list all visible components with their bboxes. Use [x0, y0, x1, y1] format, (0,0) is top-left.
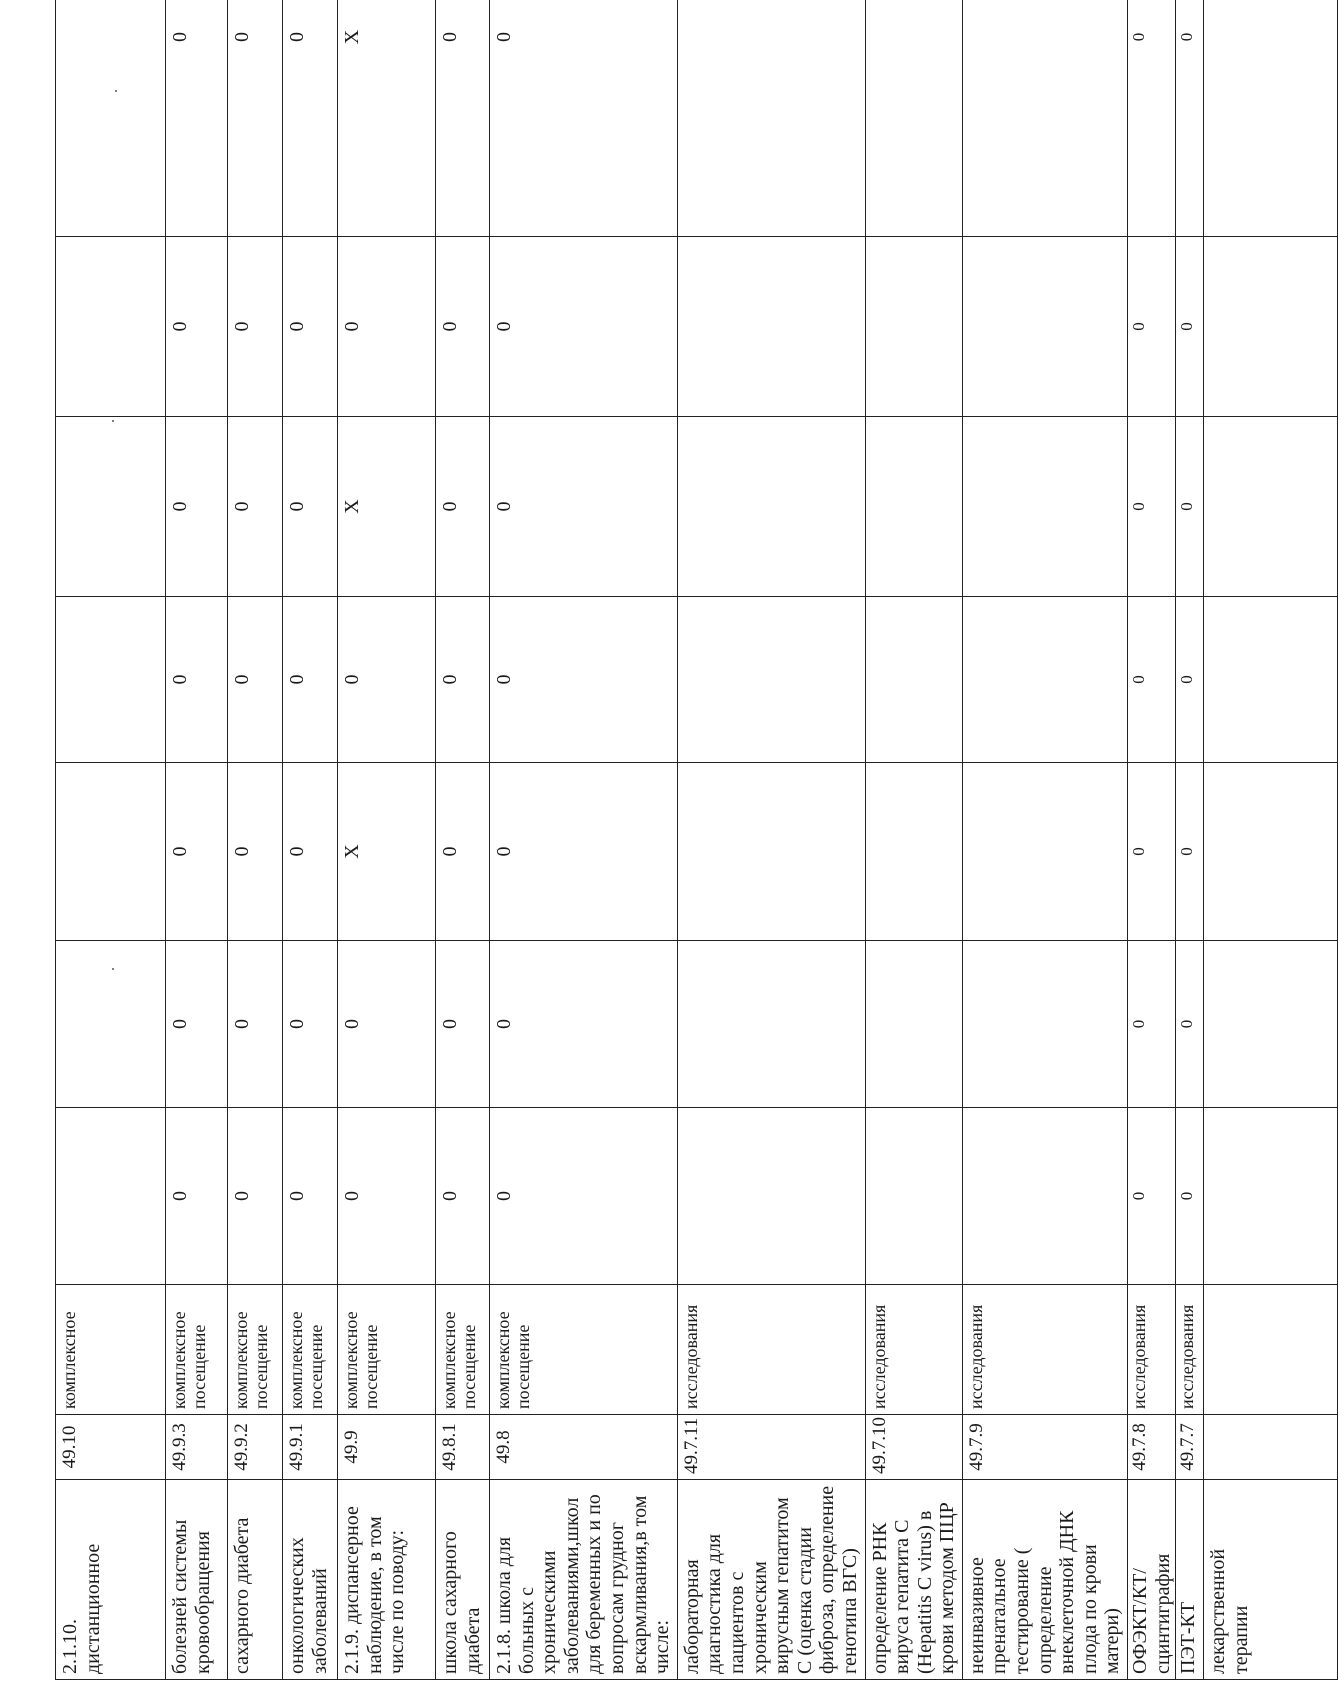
unit-of-measure: комплексное посещение: [228, 1285, 283, 1415]
value-cell: [962, 1108, 1127, 1285]
value-cell: 0: [166, 0, 228, 237]
value-cell: 0: [1176, 763, 1204, 941]
value-cell: 0: [228, 0, 283, 237]
value-cell: 0: [1128, 763, 1176, 941]
unit-of-measure: [1204, 1285, 1338, 1415]
row-code: 49.7.11: [677, 1415, 865, 1480]
value-cell: 0: [166, 941, 228, 1108]
value-cell: 0: [490, 0, 678, 237]
value-cell: [962, 597, 1127, 763]
value-cell: [865, 597, 962, 763]
value-cell: 0: [436, 417, 490, 597]
service-name: ПЭТ-КТ: [1176, 1480, 1204, 1680]
value-cell: 0: [1176, 237, 1204, 417]
service-name: ОФЭКТ/КТ/сцинтиграфия: [1128, 1480, 1176, 1680]
value-cell: 0: [166, 417, 228, 597]
unit-of-measure: комплексное посещение: [166, 1285, 228, 1415]
value-cell: [677, 1108, 865, 1285]
value-cell: 0: [166, 763, 228, 941]
unit-of-measure: исследования: [677, 1285, 865, 1415]
row-code: 49.9.3: [166, 1415, 228, 1480]
service-name: 2.1.9. диспансерное наблюдение, в том числе по поводу:: [338, 1480, 436, 1680]
value-cell: [865, 1108, 962, 1285]
value-cell: [865, 0, 962, 237]
value-cell: 0: [1128, 417, 1176, 597]
service-name: определение РНК вируса гепатита С (Hepatitis C virus) в крови методом ПЦР: [865, 1480, 962, 1680]
unit-of-measure: комплексное посещение: [436, 1285, 490, 1415]
unit-of-measure: исследования: [1176, 1285, 1204, 1415]
value-cell: [56, 1108, 166, 1285]
value-cell: [1204, 0, 1338, 237]
value-cell: [56, 597, 166, 763]
row-code: 49.7.7: [1176, 1415, 1204, 1480]
value-cell: [677, 237, 865, 417]
unit-of-measure: исследования: [962, 1285, 1127, 1415]
value-cell: [677, 597, 865, 763]
value-cell: [56, 763, 166, 941]
value-cell: X: [338, 763, 436, 941]
value-cell: 0: [436, 763, 490, 941]
value-cell: [865, 417, 962, 597]
unit-of-measure: комплексное посещение: [338, 1285, 436, 1415]
value-cell: 0: [228, 597, 283, 763]
value-cell: [677, 417, 865, 597]
value-cell: 0: [1128, 1108, 1176, 1285]
value-cell: [1204, 941, 1338, 1108]
row-code: 49.9.2: [228, 1415, 283, 1480]
table-row: [338, 0, 436, 1680]
unit-of-measure: комплексное посещение: [283, 1285, 338, 1415]
value-cell: 0: [228, 763, 283, 941]
rotated-table-wrapper: [55, 29, 1252, 1680]
table-row: [228, 0, 283, 1680]
table-row: [677, 0, 865, 1680]
value-cell: [56, 237, 166, 417]
value-cell: 0: [436, 597, 490, 763]
value-cell: [56, 417, 166, 597]
value-cell: 0: [490, 237, 678, 417]
unit-of-measure: исследования: [1128, 1285, 1176, 1415]
value-cell: 0: [283, 417, 338, 597]
value-cell: 0: [1128, 0, 1176, 237]
value-cell: 0: [436, 941, 490, 1108]
value-cell: [865, 941, 962, 1108]
value-cell: [56, 941, 166, 1108]
value-cell: 0: [283, 763, 338, 941]
table-row: [490, 0, 678, 1680]
value-cell: 0: [1176, 1108, 1204, 1285]
value-cell: 0: [1176, 941, 1204, 1108]
table-row: [962, 0, 1127, 1680]
value-cell: 0: [166, 1108, 228, 1285]
row-code: 49.8.1: [436, 1415, 490, 1480]
value-cell: 0: [283, 597, 338, 763]
value-cell: [677, 941, 865, 1108]
value-cell: 0: [338, 597, 436, 763]
unit-of-measure: комплексное: [56, 1285, 166, 1415]
service-name: лабораторная диагностика для пациентов с хроническим вирусным гепатитом С (оценка стадии фиброза, определение генотипа ВГС): [677, 1480, 865, 1680]
table-row: [1128, 0, 1176, 1680]
value-cell: 0: [490, 763, 678, 941]
service-name: 2.1.8. школа для больных с хроническими заболеваниями,школ для беременных и по вопросам грудног вскармливания,в том числе:: [490, 1480, 678, 1680]
row-code: [1204, 1415, 1338, 1480]
value-cell: 0: [283, 237, 338, 417]
unit-of-measure: комплексное посещение: [490, 1285, 678, 1415]
value-cell: 0: [490, 941, 678, 1108]
service-name: школа сахарного диабета: [436, 1480, 490, 1680]
value-cell: 0: [436, 0, 490, 237]
value-cell: 0: [228, 417, 283, 597]
value-cell: [962, 417, 1127, 597]
value-cell: 0: [338, 1108, 436, 1285]
value-cell: 0: [283, 941, 338, 1108]
value-cell: 0: [228, 1108, 283, 1285]
row-code: 49.8: [490, 1415, 678, 1480]
service-name: 2.1.10. дистанционное: [56, 1480, 166, 1680]
value-cell: [56, 0, 166, 237]
value-cell: 0: [283, 1108, 338, 1285]
service-name: онкологических заболеваний: [283, 1480, 338, 1680]
value-cell: [962, 0, 1127, 237]
value-cell: [865, 763, 962, 941]
table-row: [56, 0, 166, 1680]
row-code: 49.7.10: [865, 1415, 962, 1480]
value-cell: 0: [1128, 597, 1176, 763]
service-name: неинвазивное пренатальное тестирование ( определение внеклеточной ДНК плода по крови матери): [962, 1480, 1127, 1680]
value-cell: [962, 763, 1127, 941]
value-cell: 0: [1128, 941, 1176, 1108]
value-cell: 0: [490, 417, 678, 597]
value-cell: [677, 0, 865, 237]
value-cell: 0: [228, 237, 283, 417]
value-cell: 0: [166, 237, 228, 417]
value-cell: X: [338, 0, 436, 237]
value-cell: 0: [490, 597, 678, 763]
value-cell: [677, 763, 865, 941]
value-cell: 0: [338, 941, 436, 1108]
table-row: [166, 0, 228, 1680]
table-row: [283, 0, 338, 1680]
value-cell: [962, 237, 1127, 417]
table-row: [1176, 0, 1204, 1680]
value-cell: 0: [338, 237, 436, 417]
service-name: лекарственной терапии: [1204, 1480, 1338, 1680]
value-cell: [865, 237, 962, 417]
service-name: болезней системы кровообращения: [166, 1480, 228, 1680]
value-cell: 0: [166, 597, 228, 763]
value-cell: 0: [436, 237, 490, 417]
value-cell: [1204, 763, 1338, 941]
value-cell: 0: [228, 941, 283, 1108]
value-cell: 0: [1176, 597, 1204, 763]
services-table: [55, 0, 1338, 1680]
value-cell: [1204, 417, 1338, 597]
unit-of-measure: исследования: [865, 1285, 962, 1415]
value-cell: 0: [283, 0, 338, 237]
value-cell: [1204, 1108, 1338, 1285]
value-cell: [1204, 597, 1338, 763]
row-code: 49.9.1: [283, 1415, 338, 1480]
value-cell: 0: [1176, 0, 1204, 237]
value-cell: 0: [1128, 237, 1176, 417]
table-row: [436, 0, 490, 1680]
row-code: 49.10: [56, 1415, 166, 1480]
table-row: [1204, 0, 1338, 1680]
row-code: 49.9: [338, 1415, 436, 1480]
value-cell: X: [338, 417, 436, 597]
row-code: 49.7.8: [1128, 1415, 1176, 1480]
value-cell: 0: [1176, 417, 1204, 597]
table-row: [865, 0, 962, 1680]
value-cell: 0: [490, 1108, 678, 1285]
row-code: 49.7.9: [962, 1415, 1127, 1480]
value-cell: 0: [436, 1108, 490, 1285]
value-cell: [1204, 237, 1338, 417]
value-cell: [962, 941, 1127, 1108]
service-name: сахарного диабета: [228, 1480, 283, 1680]
